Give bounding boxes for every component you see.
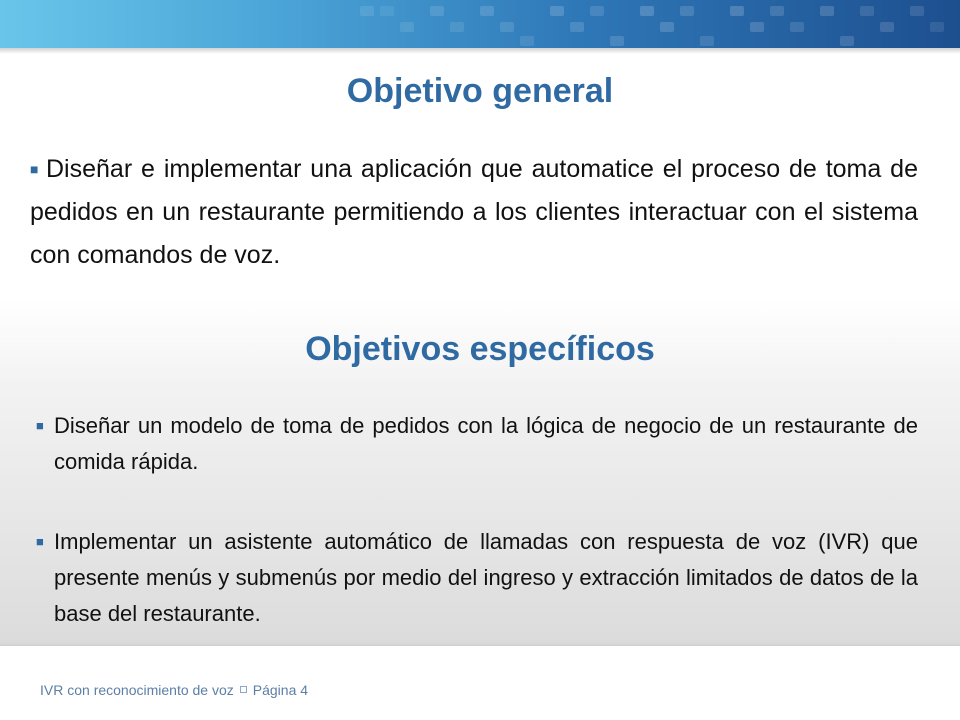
specific-objective-text: Implementar un asistente automático de llamadas con respuesta de voz (IVR) que presente menús y submenús por medio del ingreso y extracción limitados de datos de la base del restaurante. (54, 529, 918, 626)
header-shadow (0, 48, 960, 54)
square-bullet-icon: ■ (36, 418, 44, 433)
footer-separator-icon (240, 686, 247, 693)
header-tile-pattern (340, 0, 960, 48)
general-objective-text: Diseñar e implementar una aplicación que automatice el proceso de toma de pedidos en un restaurante permitiendo a los clientes interactuar con el sistema con comandos de voz. (30, 155, 918, 269)
specific-objective-text: Diseñar un modelo de toma de pedidos con la lógica de negocio de un restaurante de comida rápida. (54, 413, 918, 474)
footer-presentation-name: IVR con reconocimiento de voz (40, 682, 234, 698)
header-band (0, 0, 960, 48)
square-bullet-icon: ■ (36, 534, 44, 549)
square-bullet-icon: ■ (30, 161, 39, 177)
footer-page-number: Página 4 (252, 682, 309, 698)
footer (40, 682, 308, 698)
general-objective-bullet (30, 148, 918, 277)
title-objetivos-especificos: Objetivos específicos (305, 330, 655, 368)
specific-objective-item (36, 408, 918, 480)
specific-objective-item (36, 524, 918, 632)
title-objetivo-general: Objetivo general (346, 72, 614, 110)
